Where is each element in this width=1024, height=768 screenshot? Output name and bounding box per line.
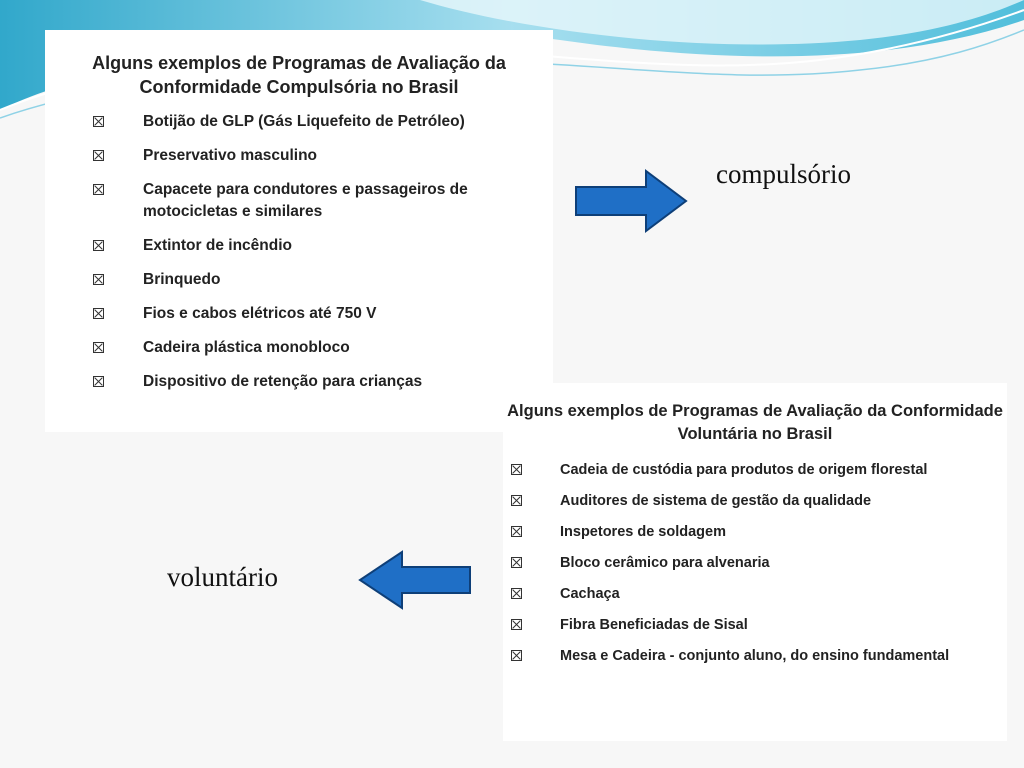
arrow-left-icon (356, 550, 472, 610)
voluntary-panel-title: Alguns exemplos de Programas de Avaliação da Conformidade Voluntária no Brasil (507, 402, 1003, 443)
checkbox-icon (93, 376, 104, 387)
voluntary-label: voluntário (167, 562, 278, 592)
list-item: Capacete para condutores e passageiros de motocicletas e similares (45, 179, 553, 223)
list-item: Cadeira plástica monobloco (45, 337, 553, 359)
checkbox-icon (93, 240, 104, 251)
checkbox-icon (511, 495, 522, 506)
list-item: Botijão de GLP (Gás Liquefeito de Petróleo) (45, 111, 553, 133)
checkbox-icon (511, 557, 522, 568)
list-item: Mesa e Cadeira - conjunto aluno, do ensino fundamental (503, 646, 1007, 666)
list-item: Cadeia de custódia para produtos de origem florestal (503, 460, 1007, 480)
list-item: Bloco cerâmico para alvenaria (503, 553, 1007, 573)
list-item: Fios e cabos elétricos até 750 V (45, 303, 553, 325)
compulsory-programs-panel (45, 30, 553, 432)
checkbox-icon (93, 184, 104, 195)
voluntary-programs-panel (503, 383, 1007, 741)
compulsory-label: compulsório (716, 159, 851, 189)
compulsory-panel-title: Alguns exemplos de Programas de Avaliação da Conformidade Compulsória no Brasil (92, 53, 506, 97)
checkbox-icon (511, 526, 522, 537)
checkbox-icon (511, 588, 522, 599)
checkbox-icon (511, 619, 522, 630)
list-item: Brinquedo (45, 269, 553, 291)
list-item: Dispositivo de retenção para crianças (45, 371, 553, 393)
arrow-right-icon (574, 169, 690, 233)
list-item: Inspetores de soldagem (503, 522, 1007, 542)
checkbox-icon (511, 650, 522, 661)
checkbox-icon (93, 116, 104, 127)
list-item: Cachaça (503, 584, 1007, 604)
checkbox-icon (93, 342, 104, 353)
list-item: Fibra Beneficiadas de Sisal (503, 615, 1007, 635)
voluntary-list (503, 460, 1007, 666)
list-item: Preservativo masculino (45, 145, 553, 167)
list-item: Extintor de incêndio (45, 235, 553, 257)
checkbox-icon (93, 150, 104, 161)
checkbox-icon (93, 274, 104, 285)
checkbox-icon (93, 308, 104, 319)
compulsory-list (45, 111, 553, 393)
list-item: Auditores de sistema de gestão da qualidade (503, 491, 1007, 511)
checkbox-icon (511, 464, 522, 475)
